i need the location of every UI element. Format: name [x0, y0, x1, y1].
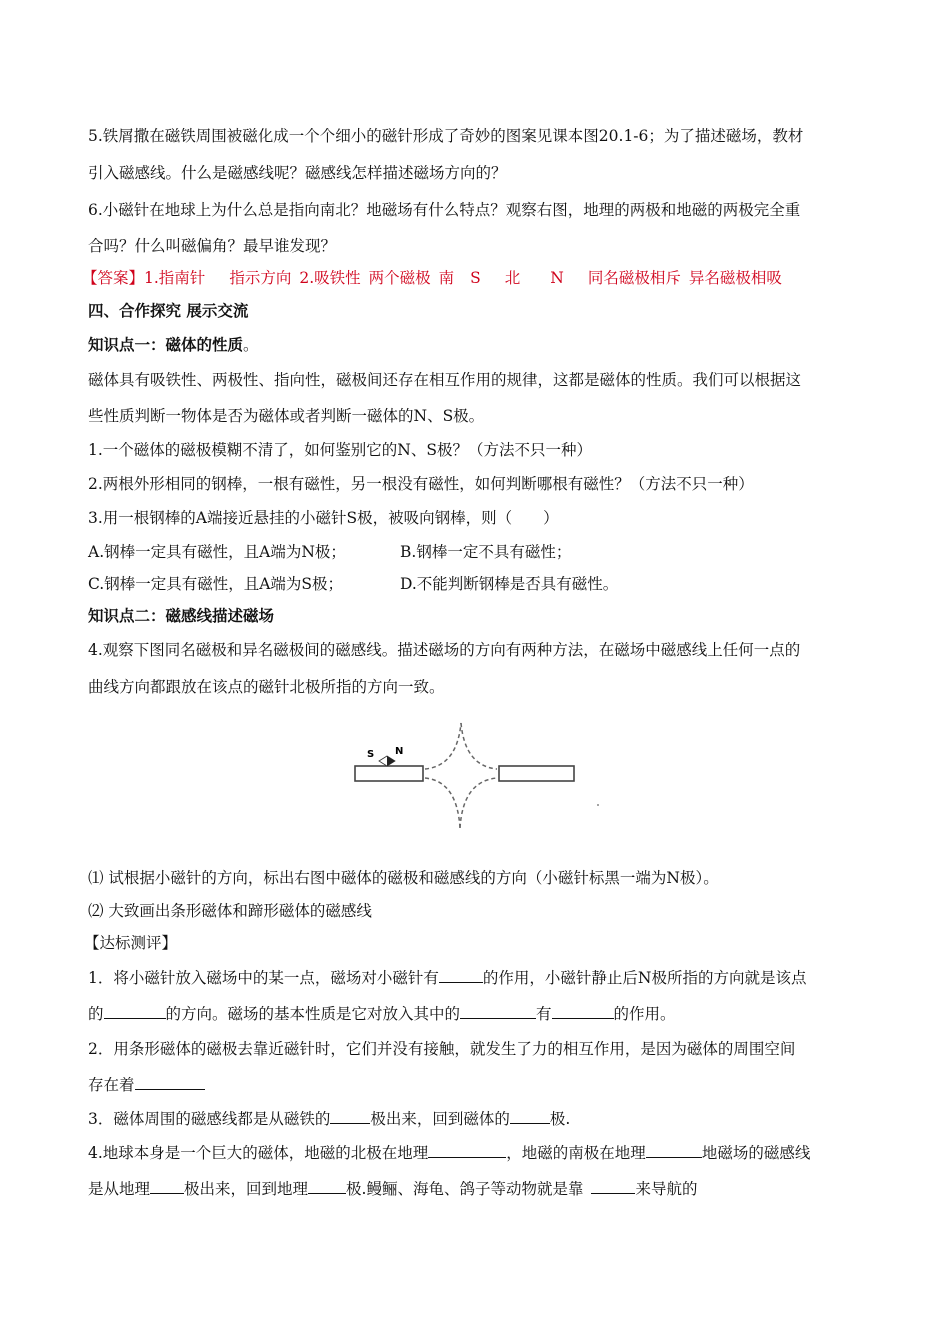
test-q2-line1: 2．用条形磁体的磁极去靠近磁针时，它们并没有接触，就发生了力的相互作用，是因为磁体的周围空间 — [88, 1040, 796, 1058]
kp2-q4-line2: 曲线方向都跟放在该点的磁针北极所指的方向一致。 — [88, 678, 445, 696]
kp2-sub2: ⑵ 大致画出条形磁体和蹄形磁体的磁感线 — [88, 902, 372, 920]
answer-blank[interactable] — [150, 1178, 184, 1194]
q6-line2: 合吗？什么叫磁偏角？最早谁发现？ — [88, 237, 337, 255]
answer-part: 同名磁极相斥 — [587, 269, 681, 287]
test-q2-line2 — [88, 1074, 205, 1095]
stray-dot — [597, 804, 599, 806]
text-segment: 有 — [536, 1005, 552, 1023]
answer-blank[interactable] — [428, 1142, 506, 1158]
answer-part: 2.吸铁性 — [299, 269, 361, 287]
answer-blank[interactable] — [646, 1142, 702, 1158]
text-segment: 4.地球本身是一个巨大的磁体，地磁的北极在地理 — [88, 1144, 429, 1162]
field-lines — [425, 723, 497, 828]
kp1-option-d: D.不能判断钢棒是否具有磁性。 — [400, 575, 619, 593]
text-segment: 极.鳗鲡、海龟、鸽子等动物就是靠 — [346, 1180, 584, 1198]
test-q4-line1 — [88, 1142, 810, 1163]
left-bar-magnet — [355, 766, 423, 781]
answer-part: 异名磁极相吸 — [688, 269, 782, 287]
magnet-field-figure — [345, 718, 610, 833]
answer-blank[interactable] — [591, 1178, 635, 1194]
text-segment: 地磁场的磁感线 — [701, 1144, 811, 1162]
kp1-option-b: B.钢棒一定不具有磁性； — [400, 543, 572, 561]
answer-part: 北 — [504, 269, 521, 287]
answer-part: 两个磁极 — [368, 269, 431, 287]
kp1-title-line — [88, 335, 259, 355]
answer-blank[interactable] — [104, 1003, 166, 1019]
text-segment: 是从地理 — [88, 1180, 151, 1198]
text-segment: 的作用。 — [613, 1005, 676, 1023]
answer-part: 1.指南针 — [144, 269, 206, 287]
answer-blank[interactable] — [510, 1108, 550, 1124]
kp1-q2: 2.两根外形相同的钢棒，一根有磁性，另一根没有磁性，如何判断哪根有磁性？（方法不只一种） — [88, 475, 754, 493]
kp2-title: 知识点二：磁感线描述磁场 — [88, 607, 275, 625]
kp2-sub1: ⑴ 试根据小磁针的方向，标出右图中磁体的磁极和磁感线的方向（小磁针标黑一端为N极）。 — [88, 869, 719, 887]
answer-blank[interactable] — [135, 1074, 205, 1090]
kp1-title: 知识点一：磁体的性质 — [88, 336, 244, 354]
kp1-para1: 磁体具有吸铁性、两极性、指向性，磁极间还存在相互作用的规律，这都是磁体的性质。我们可以根据这 — [88, 371, 802, 389]
needle-n-label: N — [395, 746, 404, 757]
answer-part: 指示方向 — [229, 269, 292, 287]
compass-needle-north-icon — [387, 756, 395, 766]
answer-blank[interactable] — [460, 1003, 536, 1019]
kp1-para2: 些性质判断一物体是否为磁体或者判断一磁体的N、S极。 — [88, 407, 485, 425]
test-q4-line2 — [88, 1178, 697, 1199]
text-segment: 存在着 — [88, 1076, 135, 1094]
right-bar-magnet — [499, 766, 574, 781]
q5-line1: 5.铁屑撒在磁铁周围被磁化成一个个细小的磁针形成了奇妙的图案见课本图20.1-6；为了描述磁场，教材 — [88, 127, 804, 145]
text-segment: 3．磁体周围的磁感线都是从磁铁的 — [88, 1110, 331, 1128]
q6-line1: 6.小磁针在地球上为什么总是指向南北？地磁场有什么特点？观察右图，地理的两极和地磁的两极完全重 — [88, 201, 801, 219]
section4-title: 四、合作探究 展示交流 — [88, 302, 249, 320]
test-q3 — [88, 1108, 570, 1129]
q5-line2: 引入磁感线。什么是磁感线呢？磁感线怎样描述磁场方向的？ — [88, 164, 507, 182]
text-segment: 极出来，回到地理 — [184, 1180, 309, 1198]
kp1-option-a: A.钢棒一定具有磁性，且A端为N极； — [88, 543, 346, 561]
answer-blank[interactable] — [439, 967, 483, 983]
kp1-q1: 1.一个磁体的磁极模糊不清了，如何鉴别它的N、S极？（方法不只一种） — [88, 441, 592, 459]
kp1-q3: 3.用一根钢棒的A端接近悬挂的小磁针S极，被吸向钢棒，则（ ） — [88, 509, 559, 527]
text-segment: 的作用，小磁针静止后N极所指的方向就是该点 — [482, 969, 807, 987]
kp1-title-end: 。 — [243, 336, 259, 354]
answer-part: S — [470, 269, 481, 287]
text-segment: ，地磁的南极在地理 — [506, 1144, 646, 1162]
text-segment: 的方向。磁场的基本性质是它对放入其中的 — [165, 1005, 461, 1023]
answer-part: N — [550, 269, 564, 287]
text-segment: 1．将小磁针放入磁场中的某一点，磁场对小磁针有 — [88, 969, 439, 987]
answer-bracket: 【答案】 — [82, 269, 145, 287]
kp2-q4-line1: 4.观察下图同名磁极和异名磁极间的磁感线。描述磁场的方向有两种方法，在磁场中磁感线上任何一点的 — [88, 641, 801, 659]
text-segment: 来导航的 — [635, 1180, 698, 1198]
needle-s-label: S — [367, 749, 375, 760]
test-q1-line1 — [88, 967, 806, 988]
answer-blank[interactable] — [552, 1003, 614, 1019]
answer-line — [82, 268, 782, 288]
test-title: 【达标测评】 — [84, 934, 178, 952]
text-segment: 极出来，回到磁体的 — [370, 1110, 510, 1128]
answer-part: 南 — [438, 269, 455, 287]
text-segment: 极. — [549, 1110, 571, 1128]
kp1-option-c: C.钢棒一定具有磁性，且A端为S极； — [88, 575, 344, 593]
test-q1-line2 — [88, 1003, 676, 1024]
answer-blank[interactable] — [308, 1178, 346, 1194]
answer-blank[interactable] — [330, 1108, 370, 1124]
text-segment: 的 — [88, 1005, 104, 1023]
